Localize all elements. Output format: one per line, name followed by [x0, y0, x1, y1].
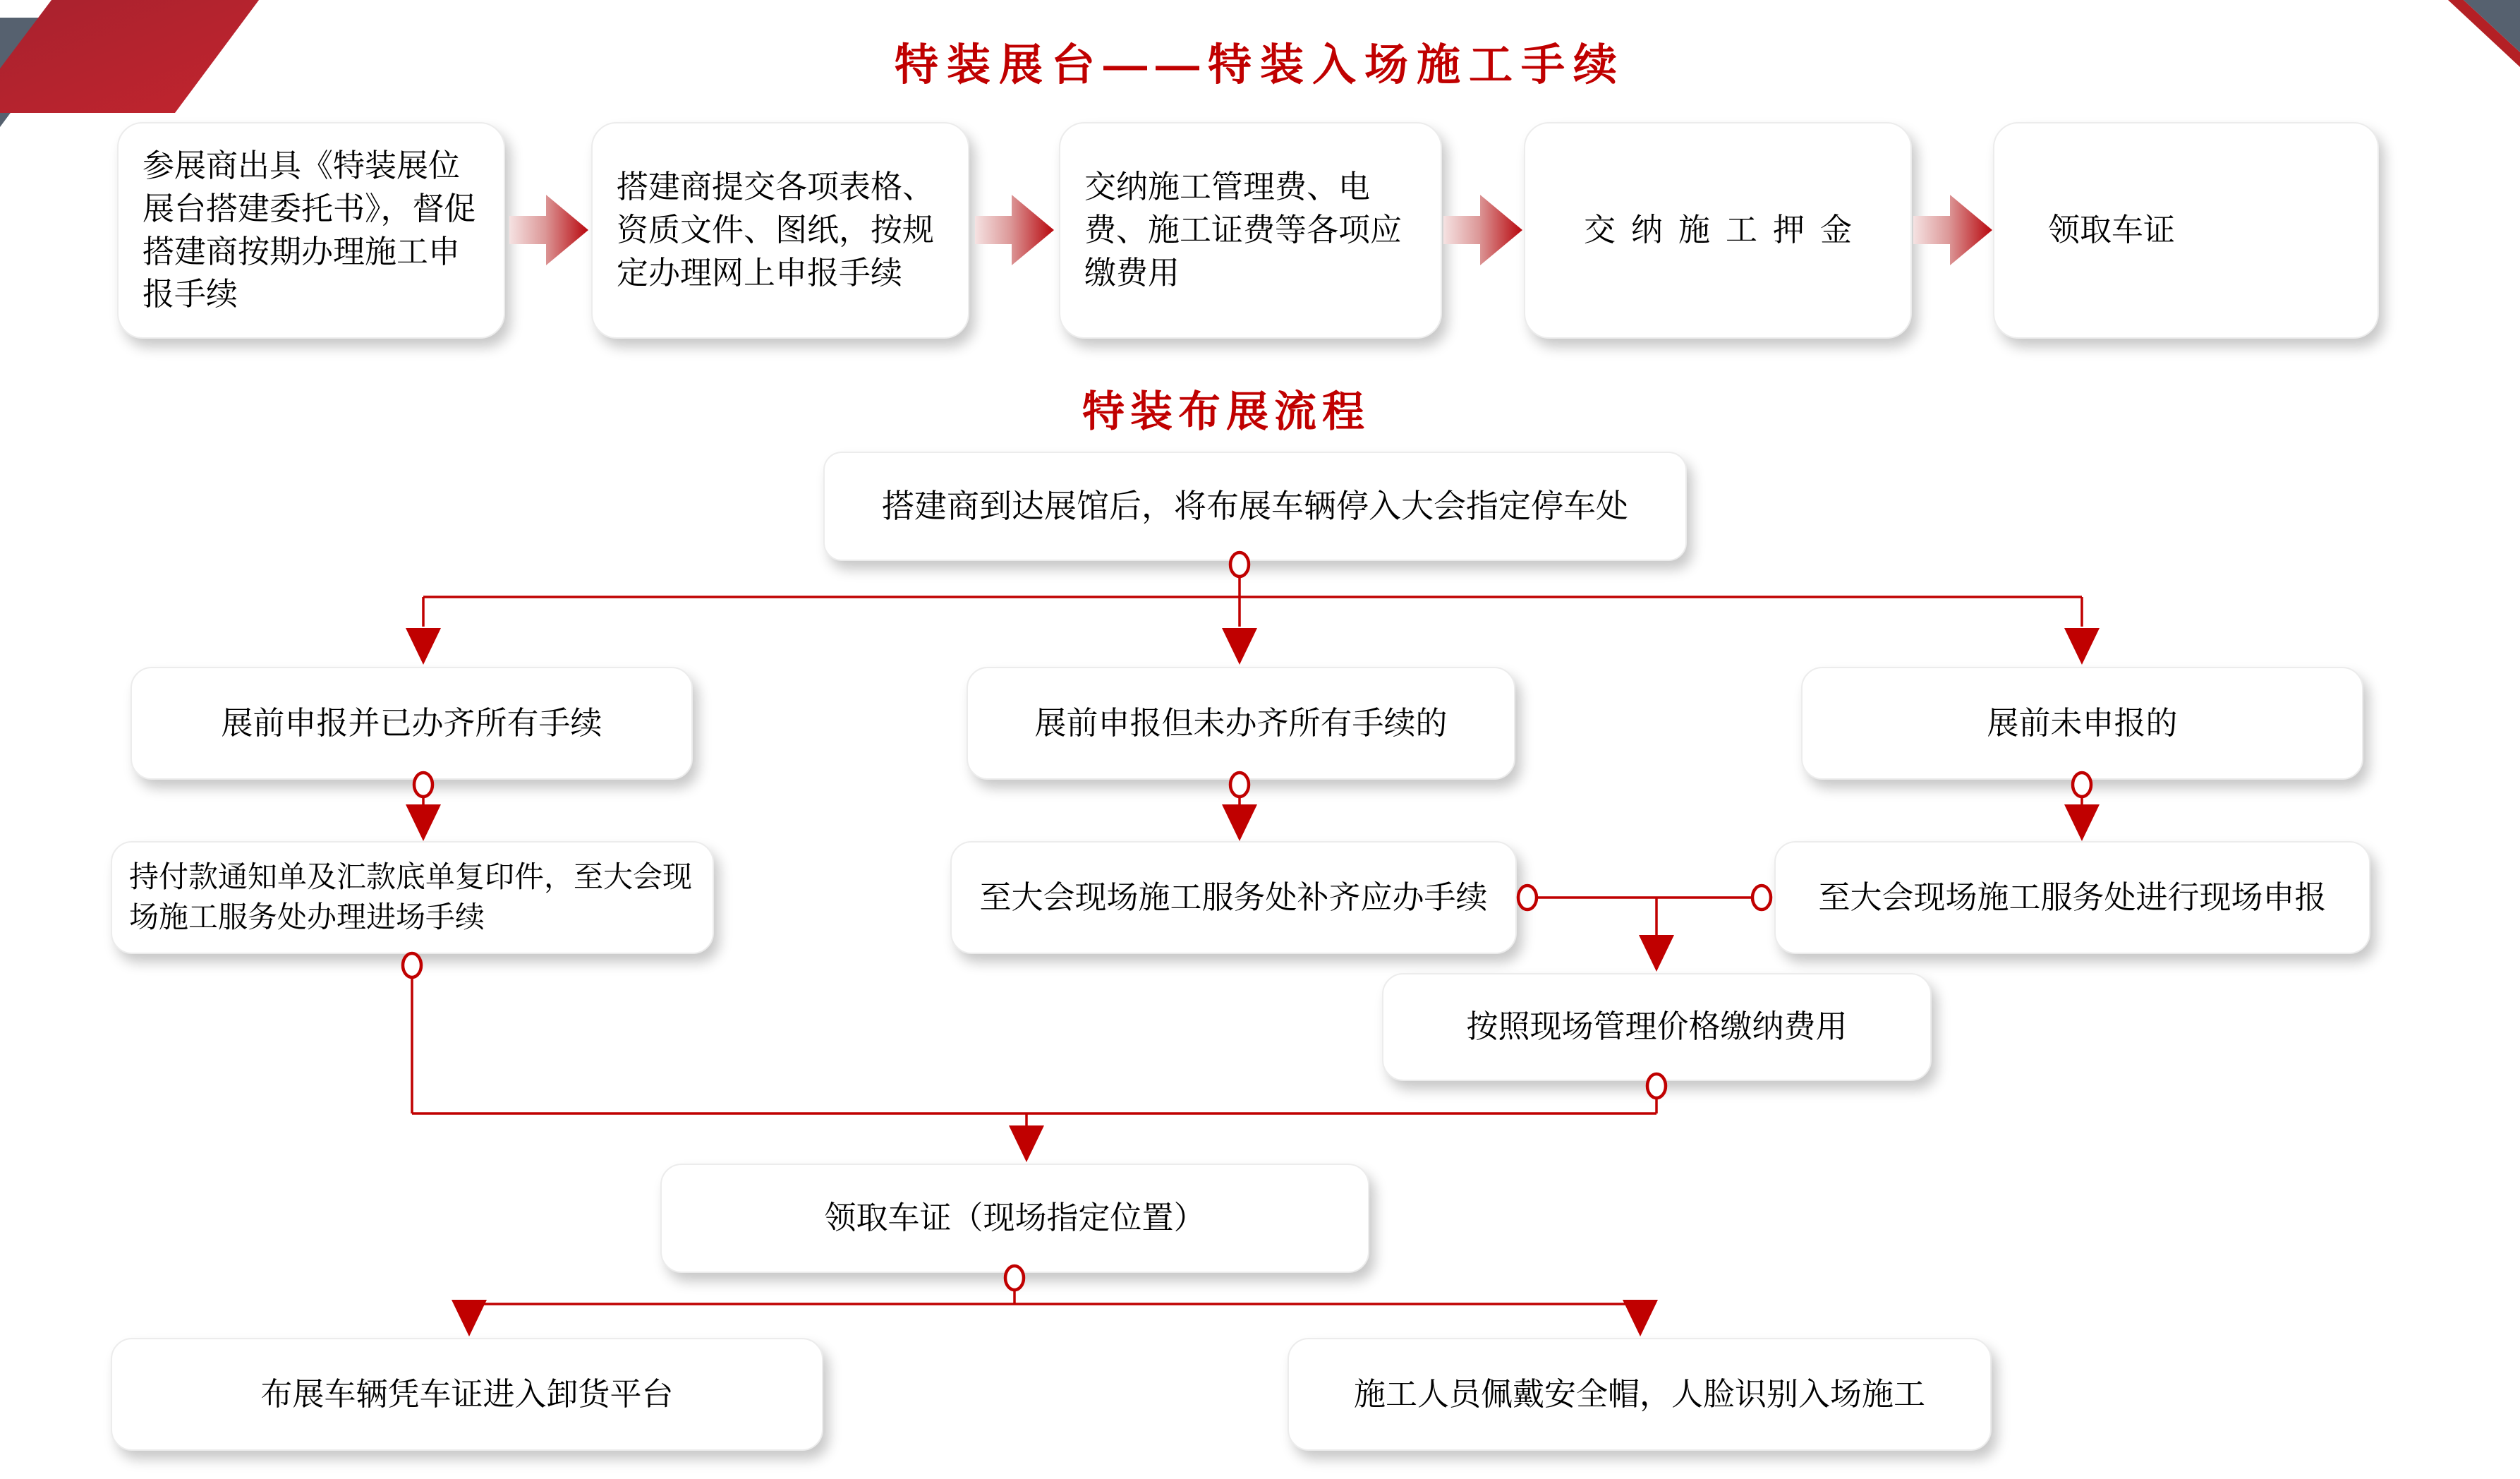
step-label: 领取车证 — [2048, 212, 2176, 248]
connector-circle-icons — [403, 553, 2091, 1290]
section-title: 特装布展流程 — [1082, 388, 1370, 435]
flow-arrow-icon — [975, 195, 1054, 265]
step-label: 搭建商提交各项表格、资质文件、图纸，按规定办理网上申报手续 — [617, 169, 935, 291]
flow-arrow-icon — [1443, 195, 1522, 265]
flow-label: 按照现场管理价格缴纳费用 — [1466, 1008, 1848, 1045]
step-label: 参展商出具《特装展位展台搭建委托书》，督促搭建商按期办理施工申报手续 — [143, 147, 476, 313]
step-label: 交纳施工管理费、电费、施工证费等各项应缴费用 — [1084, 169, 1403, 291]
flow-label: 布展车辆凭车证进入卸货平台 — [260, 1375, 674, 1412]
connector-lines — [412, 576, 2082, 1304]
flow-arrow-icon — [509, 195, 588, 265]
flow-label: 持付款通知单及汇款底单复印件，至大会现场施工服务处办理进场手续 — [129, 860, 693, 934]
flow-label: 施工人员佩戴安全帽，人脸识别入场施工 — [1353, 1375, 1925, 1412]
flow-label: 展前申报并已办齐所有手续 — [221, 704, 602, 741]
page-title: 特装展台——特装入场施工手续 — [894, 41, 1625, 90]
flow-label: 展前申报但未办齐所有手续的 — [1034, 704, 1448, 741]
flow-label: 至大会现场施工服务处补齐应办手续 — [979, 879, 1488, 915]
flow-label: 展前未申报的 — [1987, 704, 2178, 741]
flow-label: 至大会现场施工服务处进行现场申报 — [1818, 879, 2327, 915]
arrowhead-icons — [406, 628, 2100, 1336]
corner-ribbon-top-left — [0, 0, 259, 127]
flow-label: 搭建商到达展馆后，将布展车辆停入大会指定停车处 — [882, 488, 1628, 525]
step-label: 交纳施工押金 — [1583, 212, 1867, 248]
flow-label: 领取车证（现场指定位置） — [824, 1200, 1206, 1236]
flow-arrow-icon — [1913, 195, 1992, 265]
corner-ribbon-top-right — [2448, 0, 2520, 67]
